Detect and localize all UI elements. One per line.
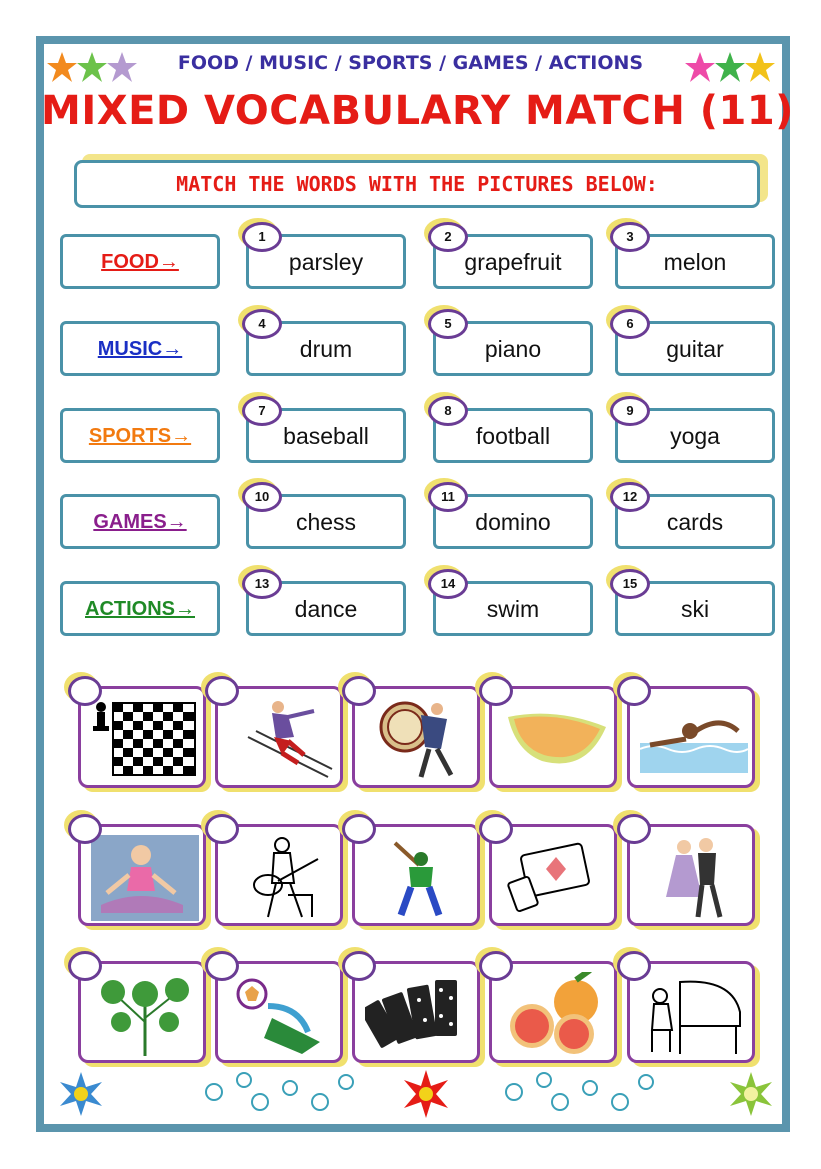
word-text: domino bbox=[475, 509, 551, 535]
number-badge: 8 bbox=[428, 396, 468, 426]
answer-circle[interactable] bbox=[479, 951, 513, 981]
number-badge: 6 bbox=[610, 309, 650, 339]
piano-icon bbox=[640, 972, 748, 1058]
number-badge: 4 bbox=[242, 309, 282, 339]
parsley-icon bbox=[91, 972, 199, 1058]
domino-icon bbox=[365, 972, 473, 1058]
word-text: melon bbox=[663, 249, 727, 275]
football-icon bbox=[228, 972, 336, 1058]
category-music bbox=[60, 321, 220, 376]
yoga-icon bbox=[91, 835, 199, 921]
word-text: baseball bbox=[283, 423, 369, 449]
word-text: piano bbox=[484, 336, 542, 362]
melon-icon bbox=[502, 697, 610, 783]
answer-circle[interactable] bbox=[68, 814, 102, 844]
word-text: football bbox=[475, 423, 551, 449]
baseball-icon bbox=[365, 835, 473, 921]
answer-circle[interactable] bbox=[479, 676, 513, 706]
snowflakes-right-icon bbox=[500, 1070, 660, 1114]
answer-circle[interactable] bbox=[205, 814, 239, 844]
number-badge: 1 bbox=[242, 222, 282, 252]
skier-icon bbox=[228, 697, 336, 783]
answer-circle[interactable] bbox=[68, 676, 102, 706]
number-badge: 10 bbox=[242, 482, 282, 512]
answer-circle[interactable] bbox=[68, 951, 102, 981]
answer-circle[interactable] bbox=[617, 676, 651, 706]
word-text: drum bbox=[299, 336, 353, 362]
answer-circle[interactable] bbox=[617, 951, 651, 981]
instruction-box bbox=[74, 160, 760, 208]
word-text: ski bbox=[680, 596, 710, 622]
category-sports bbox=[60, 408, 220, 463]
word-text: guitar bbox=[666, 336, 724, 362]
grapefruit-icon bbox=[502, 972, 610, 1058]
instruction-text: MATCH THE WORDS WITH THE PICTURES BELOW: bbox=[176, 172, 658, 196]
word-text: chess bbox=[295, 509, 357, 535]
drum-icon bbox=[365, 697, 473, 783]
chessboard-icon bbox=[91, 697, 199, 783]
star-red-icon bbox=[398, 1070, 454, 1118]
star-green-icon bbox=[726, 1072, 776, 1116]
word-text: cards bbox=[666, 509, 724, 535]
word-text: grapefruit bbox=[464, 249, 562, 275]
answer-circle[interactable] bbox=[205, 951, 239, 981]
word-text: parsley bbox=[288, 249, 364, 275]
guitar-icon bbox=[228, 835, 336, 921]
number-badge: 12 bbox=[610, 482, 650, 512]
category-food bbox=[60, 234, 220, 289]
number-badge: 15 bbox=[610, 569, 650, 599]
category-actions bbox=[60, 581, 220, 636]
dancers-icon bbox=[640, 835, 748, 921]
answer-circle[interactable] bbox=[479, 814, 513, 844]
word-text: dance bbox=[294, 596, 358, 622]
number-badge: 11 bbox=[428, 482, 468, 512]
number-badge: 9 bbox=[610, 396, 650, 426]
number-badge: 2 bbox=[428, 222, 468, 252]
answer-circle[interactable] bbox=[342, 814, 376, 844]
star-blue-icon bbox=[56, 1072, 106, 1116]
word-text: yoga bbox=[670, 423, 720, 449]
cards-icon bbox=[502, 835, 610, 921]
category-label: MUSIC→ bbox=[97, 338, 183, 360]
snowflakes-left-icon bbox=[200, 1070, 360, 1114]
number-badge: 14 bbox=[428, 569, 468, 599]
answer-circle[interactable] bbox=[205, 676, 239, 706]
category-label: GAMES→ bbox=[93, 511, 187, 533]
number-badge: 3 bbox=[610, 222, 650, 252]
answer-circle[interactable] bbox=[342, 951, 376, 981]
category-games bbox=[60, 494, 220, 549]
answer-circle[interactable] bbox=[342, 676, 376, 706]
category-label: ACTIONS→ bbox=[85, 598, 195, 620]
swimmer-icon bbox=[640, 697, 748, 783]
number-badge: 13 bbox=[242, 569, 282, 599]
topics-line: FOOD / MUSIC / SPORTS / GAMES / ACTIONS bbox=[177, 52, 644, 74]
category-label: SPORTS→ bbox=[88, 425, 192, 447]
answer-circle[interactable] bbox=[617, 814, 651, 844]
number-badge: 7 bbox=[242, 396, 282, 426]
category-label: FOOD→ bbox=[101, 251, 179, 273]
word-text: swim bbox=[486, 596, 540, 622]
number-badge: 5 bbox=[428, 309, 468, 339]
page-title: MIXED VOCABULARY MATCH (11) bbox=[41, 88, 794, 134]
